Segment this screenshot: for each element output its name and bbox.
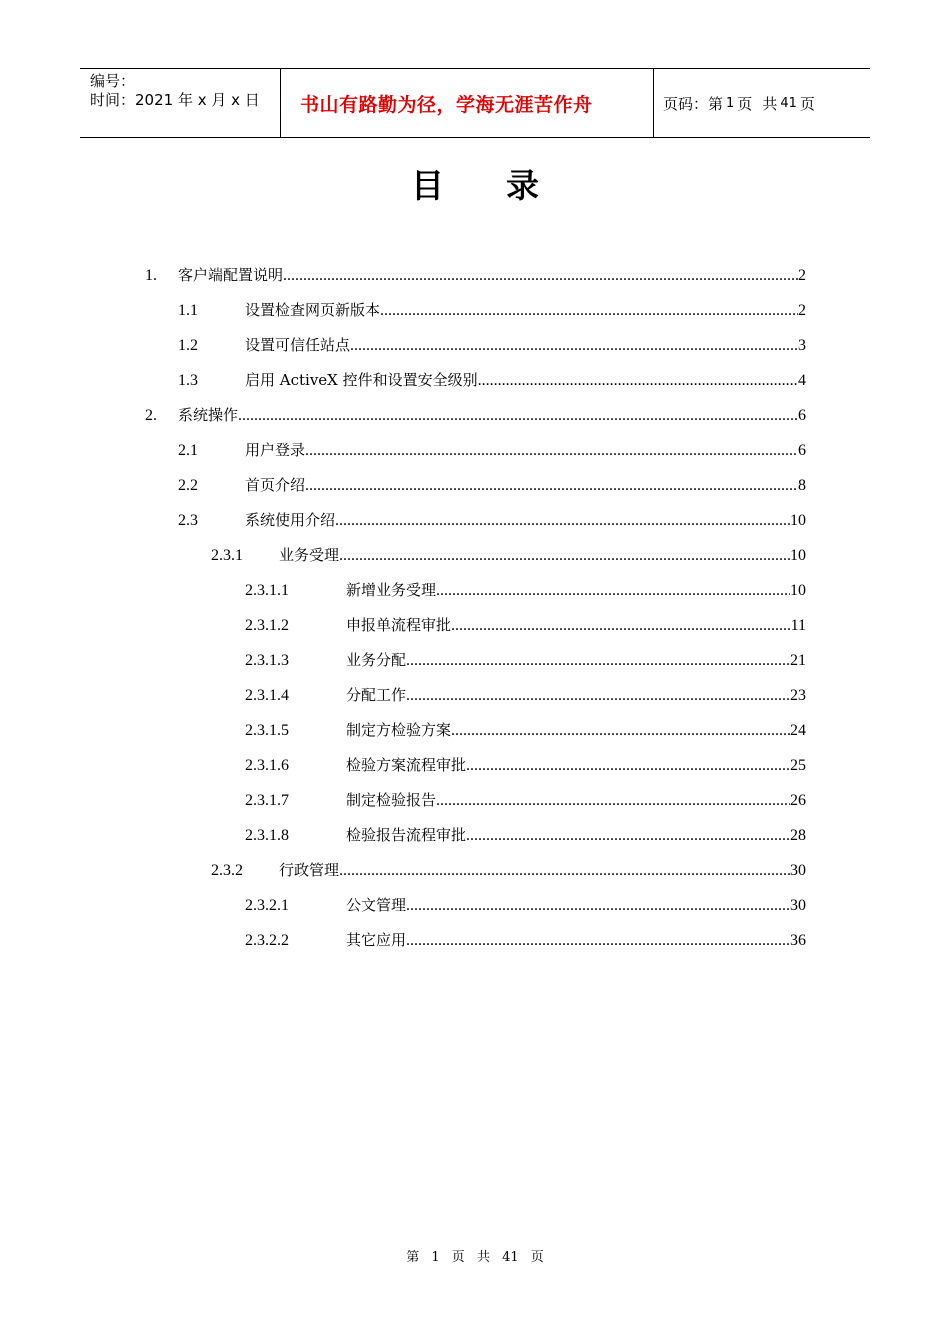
toc-entry[interactable]	[245, 643, 806, 678]
toc-entry-page: 10	[790, 512, 806, 529]
toc-entry[interactable]	[245, 608, 806, 643]
toc-dot-leader	[466, 748, 790, 783]
toc-dot-leader	[406, 923, 790, 958]
toc-dot-leader	[335, 503, 790, 538]
toc-entry-page: 2	[798, 267, 806, 284]
toc-entry-title: 检验报告流程审批	[346, 826, 467, 844]
toc-entry-number: 2.3.1.7	[245, 792, 289, 809]
toc-entry-page: 21	[790, 652, 806, 669]
toc-dot-leader	[406, 888, 790, 923]
page-total-prefix: 共	[762, 94, 778, 113]
toc-entry-title: 检验方案流程审批	[346, 756, 467, 774]
toc-entry-number: 2.3.2.2	[245, 932, 289, 949]
toc-entry-title: 申报单流程审批	[346, 616, 452, 634]
toc-entry[interactable]	[178, 293, 806, 328]
toc-entry-page: 6	[798, 407, 806, 424]
page-footer	[0, 1246, 950, 1265]
toc-dot-leader	[436, 573, 790, 608]
toc-entry[interactable]	[245, 713, 806, 748]
header-meta	[80, 69, 281, 137]
toc-entry-number: 2.3.1.4	[245, 687, 289, 704]
toc-entry-number: 1.1	[178, 302, 198, 319]
toc-entry[interactable]	[245, 818, 806, 853]
toc-entry-title: 首页介绍	[245, 476, 306, 494]
toc-entry[interactable]	[245, 888, 806, 923]
toc-entry-page: 11	[790, 617, 806, 634]
toc-entry-number: 2.3	[178, 512, 198, 529]
toc-dot-leader	[451, 608, 791, 643]
footer-word-3: 共	[476, 1250, 490, 1265]
toc-entry-page: 30	[790, 897, 806, 914]
toc-entry[interactable]	[245, 748, 806, 783]
toc-dot-leader	[406, 643, 790, 678]
toc-entry[interactable]	[211, 853, 806, 888]
toc-dot-leader	[350, 328, 798, 363]
toc-dot-leader	[466, 818, 790, 853]
toc-dot-leader	[305, 468, 798, 503]
toc-entry-page: 4	[798, 372, 806, 389]
toc-entry[interactable]	[211, 538, 806, 573]
toc-entry-title: 新增业务受理	[346, 581, 437, 599]
toc-entry[interactable]	[245, 678, 806, 713]
toc-entry-page: 10	[790, 547, 806, 564]
toc-entry-title: 设置检查网页新版本	[245, 301, 381, 319]
toc-entry-page: 26	[790, 792, 806, 809]
toc-dot-leader	[406, 678, 790, 713]
toc-entry[interactable]	[145, 258, 806, 293]
toc-entry-title: 启用 ActiveX 控件和设置安全级别	[245, 371, 478, 389]
toc-entry-page: 25	[790, 757, 806, 774]
toc-entry[interactable]	[178, 328, 806, 363]
toc-entry-number: 2.3.1.3	[245, 652, 289, 669]
toc-entry-title: 制定方检验方案	[346, 721, 452, 739]
page-current: 1	[726, 95, 735, 111]
toc-entry-number: 2.3.1.8	[245, 827, 289, 844]
toc-dot-leader	[436, 783, 790, 818]
toc-entry-number: 2.2	[178, 477, 198, 494]
toc-entry-page: 8	[798, 477, 806, 494]
toc-entry[interactable]	[245, 923, 806, 958]
title-char-1: 目	[411, 166, 444, 205]
toc-entry-title: 业务受理	[279, 546, 340, 564]
toc-entry-number: 2.3.1.1	[245, 582, 289, 599]
toc-entry-title: 制定检验报告	[346, 791, 437, 809]
toc-entry[interactable]	[178, 363, 806, 398]
toc-entry-title: 公文管理	[346, 896, 407, 914]
toc-entry-title: 系统使用介绍	[245, 511, 336, 529]
toc-entry-page: 6	[798, 442, 806, 459]
toc-entry-title: 系统操作	[178, 406, 239, 424]
serial-label: 编号：	[90, 72, 136, 90]
footer-word-4: 页	[530, 1250, 544, 1265]
toc-entry-title: 其它应用	[346, 931, 407, 949]
toc-entry-title: 业务分配	[346, 651, 407, 669]
title-char-2: 录	[506, 166, 539, 205]
toc-entry-page: 3	[798, 337, 806, 354]
toc-dot-leader	[238, 398, 798, 433]
toc-entry-number: 1.3	[178, 372, 198, 389]
toc-entry-number: 2.3.2	[211, 862, 243, 879]
toc-entry-page: 2	[798, 302, 806, 319]
toc-entry-number: 1.2	[178, 337, 198, 354]
toc-dot-leader	[478, 363, 798, 398]
toc-entry[interactable]	[245, 783, 806, 818]
toc-dot-leader	[305, 433, 798, 468]
toc-dot-leader	[380, 293, 798, 328]
toc-entry-number: 2.	[145, 407, 157, 424]
toc-entry[interactable]	[178, 468, 806, 503]
toc-entry-page: 23	[790, 687, 806, 704]
toc-entry-page: 36	[790, 932, 806, 949]
page-mid: 页	[737, 94, 753, 113]
toc-entry-number: 1.	[145, 267, 157, 284]
toc-entry-page: 10	[790, 582, 806, 599]
toc-dot-leader	[339, 538, 790, 573]
header-page-info	[654, 69, 870, 137]
toc-entry[interactable]	[245, 573, 806, 608]
footer-total: 41	[502, 1250, 519, 1265]
toc-entry-page: 28	[790, 827, 806, 844]
toc-dot-leader	[451, 713, 790, 748]
toc-dot-leader	[339, 853, 790, 888]
toc-entry-number: 2.3.1.2	[245, 617, 289, 634]
toc-entry-page: 30	[790, 862, 806, 879]
toc-entry-title: 分配工作	[346, 686, 407, 704]
toc-entry-number: 2.3.1.5	[245, 722, 289, 739]
page-prefix: 页码：第	[663, 94, 724, 113]
page-total: 41	[780, 95, 797, 111]
toc-entry-number: 2.3.2.1	[245, 897, 289, 914]
toc-entry-title: 行政管理	[279, 861, 340, 879]
toc-entry-page: 24	[790, 722, 806, 739]
toc-entry-title: 用户登录	[245, 441, 306, 459]
page-title	[0, 160, 950, 207]
footer-current: 1	[431, 1250, 440, 1265]
footer-word-2: 页	[451, 1250, 465, 1265]
toc-dot-leader	[283, 258, 798, 293]
header-motto: 书山有路勤为径，学海无涯苦作舟	[281, 69, 654, 137]
page-suffix: 页	[799, 94, 815, 113]
toc-entry[interactable]	[178, 503, 806, 538]
toc-entry-title: 设置可信任站点	[245, 336, 351, 354]
footer-word-1: 第	[406, 1250, 420, 1265]
toc-entry[interactable]	[145, 398, 806, 433]
toc-entry[interactable]	[178, 433, 806, 468]
toc-entry-title: 客户端配置说明	[178, 266, 284, 284]
time-label: 时间：2021 年 x 月 x 日	[90, 91, 260, 109]
toc-entry-number: 2.1	[178, 442, 198, 459]
page-header	[80, 68, 870, 138]
toc-entry-number: 2.3.1.6	[245, 757, 289, 774]
toc-entry-number: 2.3.1	[211, 547, 243, 564]
